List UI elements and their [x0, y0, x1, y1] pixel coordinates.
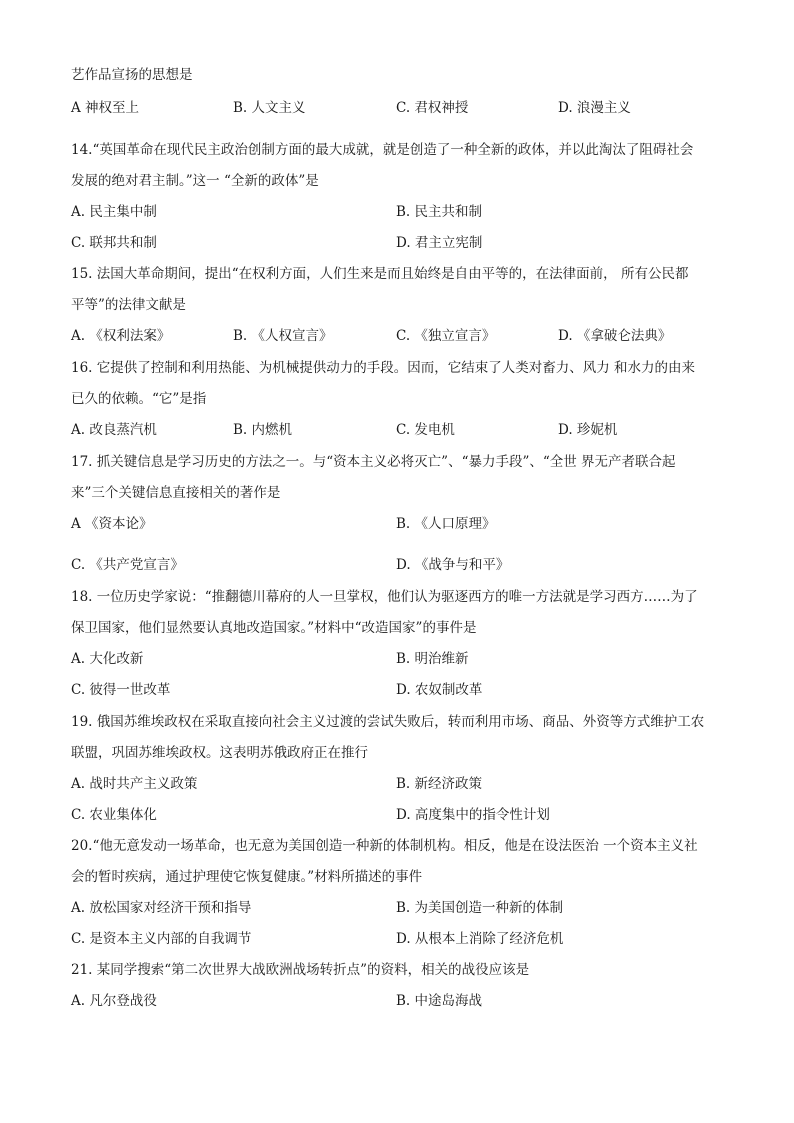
q20-option-a: A. 放松国家对经济干预和指导	[71, 900, 252, 916]
q20-stem-line-1: 20.“他无意发动一场革命，也无意为美国创造一种新的体制机构。相反，他是在设法医治 一个资本主义社	[71, 838, 698, 854]
q13-option-d: D. 浪漫主义	[558, 100, 631, 116]
q19-option-b: B. 新经济政策	[396, 776, 483, 792]
q18-option-d: D. 农奴制改革	[396, 682, 483, 698]
q20-option-d: D. 从根本上消除了经济危机	[396, 931, 564, 947]
q15-option-a: A. 《权利法案》	[71, 328, 171, 344]
q21-option-b: B. 中途岛海战	[396, 993, 483, 1009]
q14-option-b: B. 民主共和制	[396, 204, 483, 220]
q19-stem-line-1: 19. 俄国苏维埃政权在采取直接向社会主义过渡的尝试失败后，转而利用市场、商品、外资等方式维护工农	[71, 714, 705, 730]
q21-stem-line-1: 21. 某同学搜索“第二次世界大战欧洲战场转折点”的资料，相关的战役应该是	[71, 962, 530, 978]
q15-option-b: B. 《人权宣言》	[233, 328, 333, 344]
q20-option-c: C. 是资本主义内部的自我调节	[71, 931, 252, 947]
q21-option-a: A. 凡尔登战役	[71, 993, 157, 1009]
q14-option-d: D. 君主立宪制	[396, 235, 483, 251]
q18-stem-line-1: 18. 一位历史学家说：“推翻德川幕府的人一旦掌权，他们认为驱逐西方的唯一方法就是学习西方……为了	[71, 589, 698, 605]
q18-option-b: B. 明治维新	[396, 651, 469, 667]
q17-option-c: C. 《共产党宣言》	[71, 557, 184, 573]
q15-option-d: D. 《拿破仑法典》	[558, 328, 672, 344]
q13-option-c: C. 君权神授	[396, 100, 469, 116]
q17-option-b: B. 《人口原理》	[396, 516, 496, 532]
q18-option-a: A. 大化改新	[71, 651, 144, 667]
q13-stem-line-1: 艺作品宣扬的思想是	[71, 67, 193, 83]
q16-option-d: D. 珍妮机	[558, 422, 618, 438]
q16-option-a: A. 改良蒸汽机	[71, 422, 157, 438]
q13-option-b: B. 人文主义	[233, 100, 306, 116]
q13-option-a: A 神权至上	[71, 100, 140, 116]
q17-option-a: A 《资本论》	[71, 516, 153, 532]
q17-stem-line-1: 17. 抓关键信息是学习历史的方法之一。与“资本主义必将灭亡”、“暴力手段”、“全世 界无产者联合起	[71, 454, 676, 470]
q16-option-b: B. 内燃机	[233, 422, 293, 438]
q16-stem-line-1: 16. 它提供了控制和利用热能、为机械提供动力的手段。因而，它结束了人类对畜力、风力 和水力的由来	[71, 360, 696, 376]
q14-stem-line-1: 14.“英国革命在现代民主政治创制方面的最大成就，就是创造了一种全新的政体，并以此淘汰了阻碍社会	[71, 142, 694, 158]
q19-option-a: A. 战时共产主义政策	[71, 776, 198, 792]
q14-option-c: C. 联邦共和制	[71, 235, 157, 251]
q16-option-c: C. 发电机	[396, 422, 455, 438]
q16-stem-line-2: 已久的依赖。“它”是指	[71, 391, 207, 407]
q15-stem-line-2: 平等”的法律文献是	[71, 297, 186, 313]
q14-option-a: A. 民主集中制	[71, 204, 157, 220]
q20-option-b: B. 为美国创造一种新的体制	[396, 900, 564, 916]
q19-option-c: C. 农业集体化	[71, 807, 157, 823]
q15-option-c: C. 《独立宣言》	[396, 328, 496, 344]
q19-stem-line-2: 联盟，巩固苏维埃政权。这表明苏俄政府正在推行	[71, 745, 368, 761]
q18-stem-line-2: 保卫国家，他们显然要认真地改造国家。”材料中“改造国家”的事件是	[71, 620, 477, 636]
q15-stem-line-1: 15. 法国大革命期间，提出“在权利方面，人们生来是而且始终是自由平等的，在法律面前， 所有公民都	[71, 266, 689, 282]
q20-stem-line-2: 会的暂时疾病，通过护理使它恢复健康。”材料所描述的事件	[71, 869, 423, 885]
q14-stem-line-2: 发展的绝对君主制。”这一 “全新的政体”是	[71, 173, 319, 189]
q18-option-c: C. 彼得一世改革	[71, 682, 171, 698]
q17-option-d: D. 《战争与和平》	[396, 557, 510, 573]
q19-option-d: D. 高度集中的指令性计划	[396, 807, 550, 823]
q17-stem-line-2: 来”三个关键信息直接相关的著作是	[71, 485, 281, 501]
